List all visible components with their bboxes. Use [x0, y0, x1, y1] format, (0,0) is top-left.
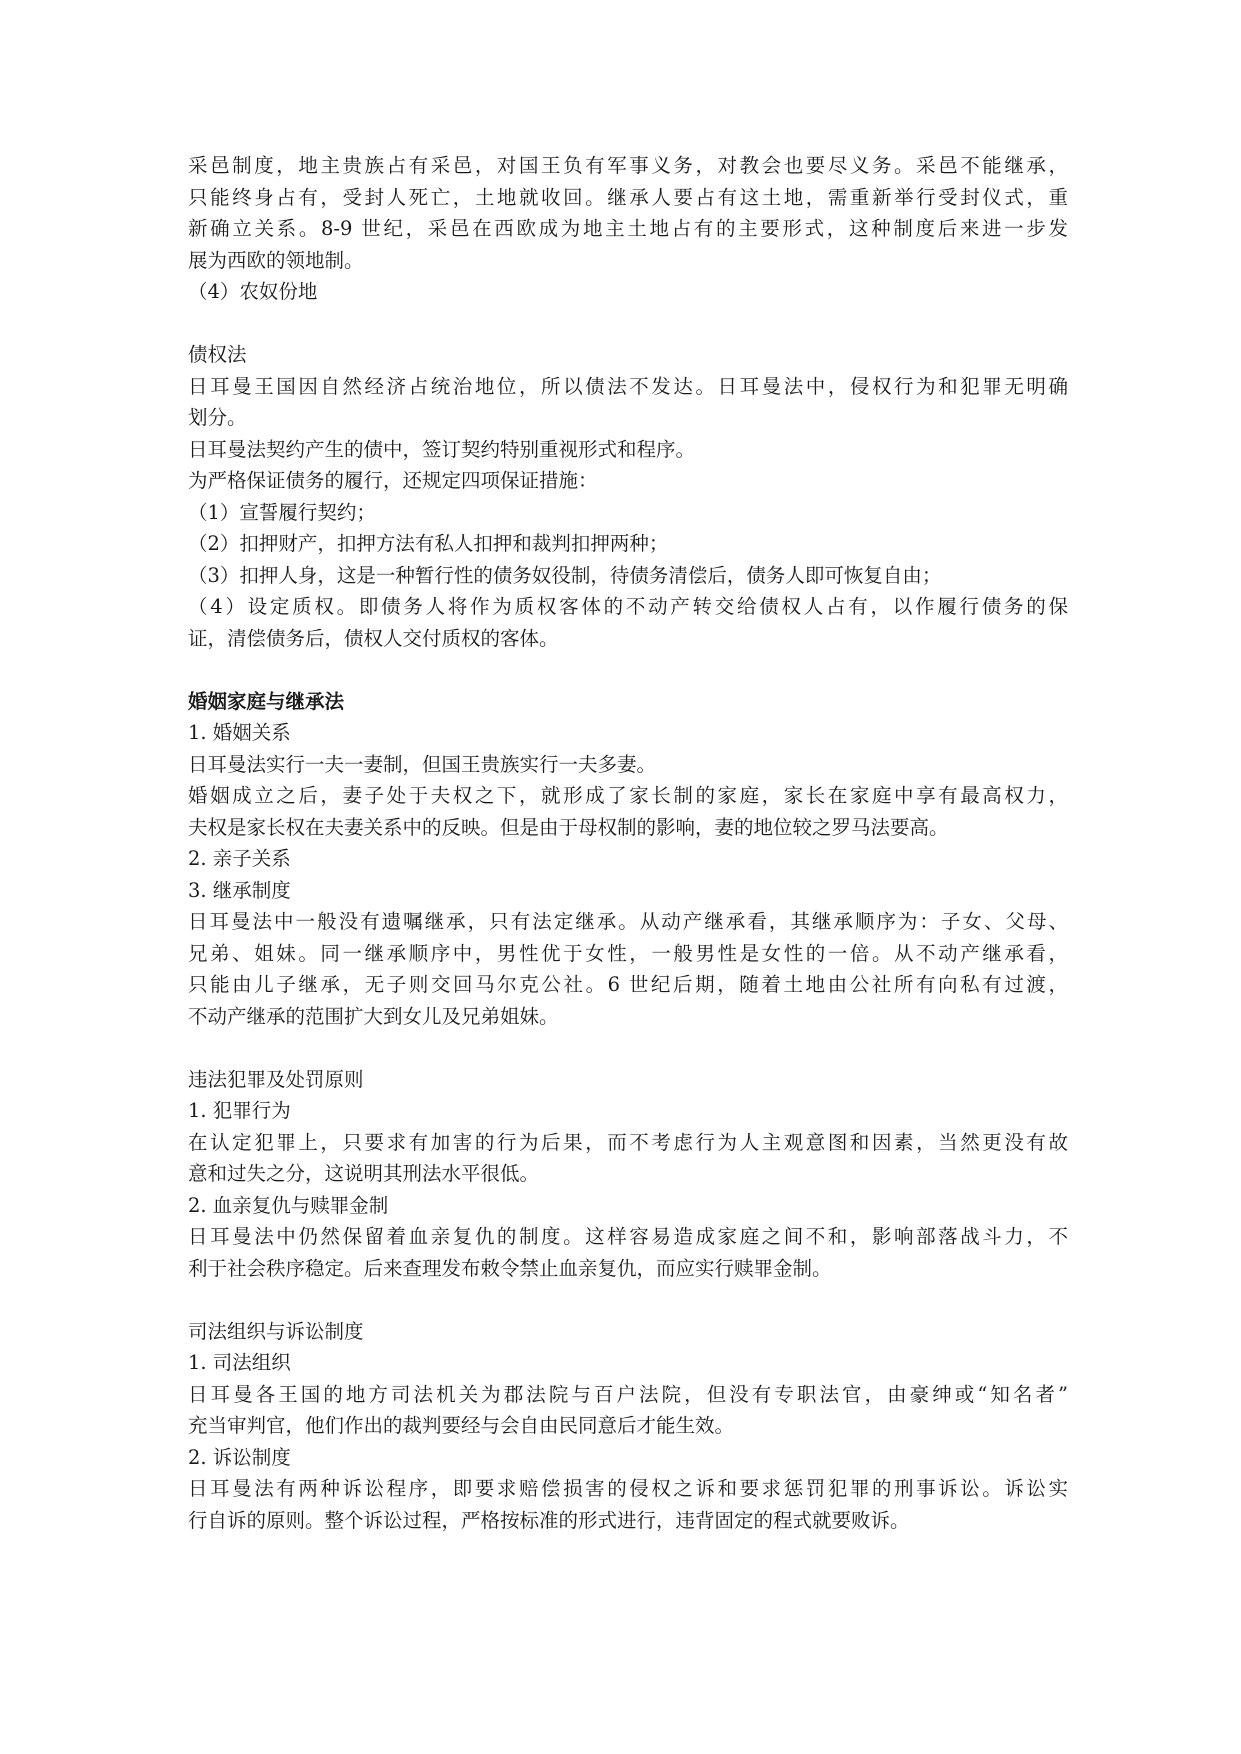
paragraph-line: 日耳曼各王国的地方司法机关为郡法院与百户法院，但没有专职法官，由豪绅或“知名者”: [188, 1382, 1068, 1406]
subheading: 2. 亲子关系: [188, 847, 291, 870]
document-page: [188, 150, 1068, 1536]
paragraph-line: 划分。: [188, 406, 247, 429]
list-item: （4）农奴份地: [188, 280, 318, 303]
section-heading: 违法犯罪及处罚原则: [188, 1067, 364, 1091]
paragraph-line: 日耳曼法实行一夫一妻制，但国王贵族实行一夫多妻。: [188, 752, 657, 776]
subheading: 3. 继承制度: [188, 878, 291, 902]
paragraph-line: 婚姻成立之后，妻子处于夫权之下，就形成了家长制的家庭，家长在家庭中享有最高权力，: [188, 784, 1068, 807]
marriage-section: [188, 686, 1068, 1033]
list-item: （1）宣誓履行契约；: [188, 500, 376, 524]
subheading: 1. 婚姻关系: [188, 721, 291, 744]
list-item: （3）扣押人身，这是一种暂行性的债务奴役制，待债务清偿后，债务人即可恢复自由；: [188, 563, 942, 587]
blank-line: [188, 1032, 1068, 1064]
paragraph-line: 行自诉的原则。整个诉讼过程，严格按标准的形式进行，违背固定的程式就要败诉。: [188, 1508, 910, 1532]
fief-section: [188, 150, 1068, 308]
paragraph-line: 日耳曼法有两种诉讼程序，即要求赔偿损害的侵权之诉和要求惩罚犯罪的刑事诉讼。诉讼实: [188, 1477, 1068, 1500]
paragraph-line: 日耳曼法中一般没有遗嘱继承，只有法定继承。从动产继承看，其继承顺序为：子女、父母、: [188, 910, 1068, 933]
section-heading: 司法组织与诉讼制度: [188, 1319, 364, 1343]
paragraph-line: 日耳曼法中仍然保留着血亲复仇的制度。这样容易造成家庭之间不和，影响部落战斗力，不: [188, 1225, 1068, 1248]
paragraph-line: 日耳曼王国因自然经济占统治地位，所以债法不发达。日耳曼法中，侵权行为和犯罪无明确: [188, 374, 1068, 398]
paragraph-line: 只能由儿子继承，无子则交回马尔克公社。6 世纪后期，随着土地由公社所有向私有过渡，: [188, 973, 1068, 996]
list-item: （2）扣押财产，扣押方法有私人扣押和裁判扣押两种；: [188, 532, 669, 555]
paragraph-line: 新确立关系。8-9 世纪，采邑在西欧成为地主土地占有的主要形式，这种制度后来进一步发: [188, 217, 1068, 240]
blank-line: [188, 1284, 1068, 1316]
subheading: 2. 诉讼制度: [188, 1445, 291, 1469]
paragraph-line: 在认定犯罪上，只要求有加害的行为后果，而不考虑行为人主观意图和因素，当然更没有故: [188, 1130, 1068, 1154]
section-heading: 债权法: [188, 343, 247, 366]
judiciary-section: [188, 1316, 1068, 1537]
paragraph-line: 意和过失之分，这说明其刑法水平很低。: [188, 1162, 540, 1185]
paragraph-line: 采邑制度，地主贵族占有采邑，对国王负有军事义务，对教会也要尽义务。采邑不能继承，: [188, 154, 1068, 177]
subheading: 1. 司法组织: [188, 1351, 291, 1374]
paragraph-line: 展为西欧的领地制。: [188, 248, 364, 272]
blank-line: [188, 308, 1068, 340]
paragraph-line: 为严格保证债务的履行，还规定四项保证措施：: [188, 469, 598, 492]
paragraph-line: 不动产继承的范围扩大到女儿及兄弟姐妹。: [188, 1004, 559, 1028]
subheading: 1. 犯罪行为: [188, 1099, 291, 1122]
section-heading: 婚姻家庭与继承法: [188, 689, 345, 713]
paragraph-line: 利于社会秩序稳定。后来查理发布敕令禁止血亲复仇，而应实行赎罪金制。: [188, 1256, 832, 1280]
subheading: 2. 血亲复仇与赎罪金制: [188, 1193, 389, 1217]
paragraph-line: 充当审判官，他们作出的裁判要经与会自由民同意后才能生效。: [188, 1414, 735, 1437]
blank-line: [188, 654, 1068, 686]
paragraph-line: 证，清偿债务后，债权人交付质权的客体。: [188, 626, 559, 650]
paragraph-line: 夫权是家长权在夫妻关系中的反映。但是由于母权制的影响，妻的地位较之罗马法要高。: [188, 815, 949, 839]
paragraph-line: 只能终身占有，受封人死亡，土地就收回。继承人要占有这土地，需重新举行受封仪式，重: [188, 185, 1068, 209]
obligations-section: [188, 339, 1068, 654]
paragraph-line: 兄弟、姐妹。同一继承顺序中，男性优于女性，一般男性是女性的一倍。从不动产继承看，: [188, 941, 1068, 965]
crime-section: [188, 1064, 1068, 1285]
list-item: （4）设定质权。即债务人将作为质权客体的不动产转交给债权人占有，以作履行债务的保: [188, 595, 1068, 618]
paragraph-line: 日耳曼法契约产生的债中，签订契约特别重视形式和程序。: [188, 437, 696, 461]
